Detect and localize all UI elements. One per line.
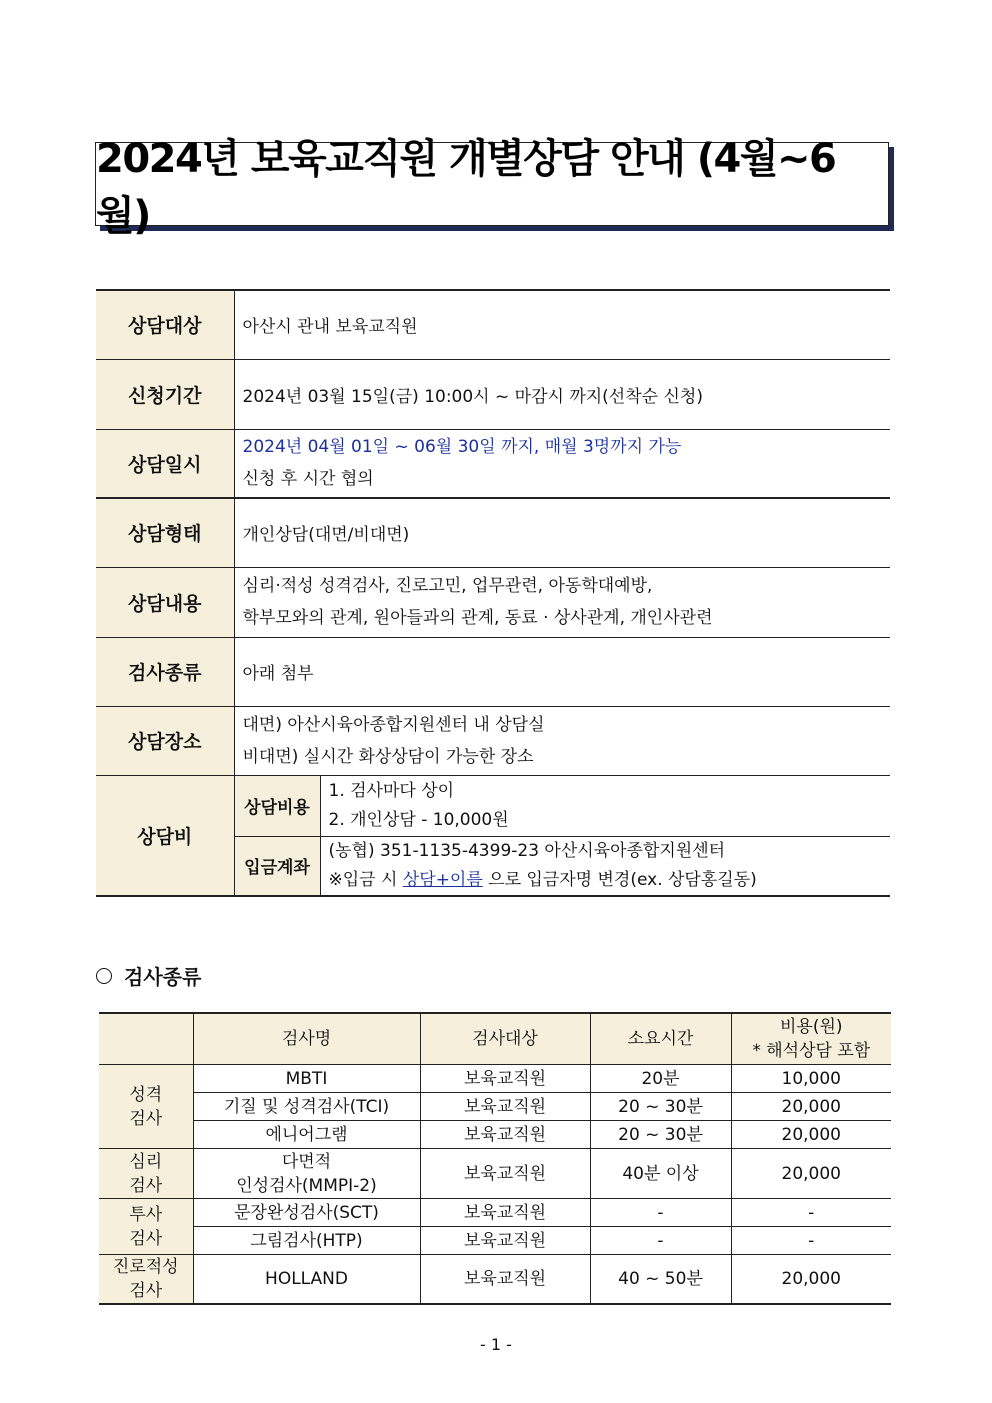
- label-fee: 상담비: [96, 775, 234, 896]
- group-label-line: 검사: [129, 1228, 163, 1249]
- label-form: 상담형태: [96, 498, 234, 567]
- value-place: [234, 706, 890, 775]
- test-name: MBTI: [193, 1065, 420, 1093]
- test-name: HOLLAND: [193, 1255, 420, 1305]
- label-testtype: 검사종류: [96, 637, 234, 706]
- row-target: [96, 290, 890, 359]
- row-date: [96, 429, 890, 498]
- test-name: 기질 및 성격검사(TCI): [193, 1093, 420, 1121]
- test-name-line: 인성검사(MMPI-2): [236, 1175, 377, 1196]
- test-name: 에니어그램: [193, 1121, 420, 1149]
- test-target: 보육교직원: [420, 1227, 590, 1255]
- account-line2: [329, 866, 891, 895]
- header-name: 검사명: [193, 1013, 420, 1065]
- content-line2: 학부모와의 관계, 원아들과의 관계, 동료 · 상사관계, 개인사관련: [242, 608, 713, 628]
- table-row: [99, 1065, 891, 1093]
- group-label-line: 성격: [129, 1084, 163, 1105]
- row-period: [96, 359, 890, 429]
- header-target: 검사대상: [420, 1013, 590, 1065]
- row-form: [96, 498, 890, 567]
- test-name: 그림검사(HTP): [193, 1227, 420, 1255]
- title-box: [95, 136, 889, 239]
- account-name-link[interactable]: 상담+이름: [402, 869, 483, 890]
- test-time: 20분: [590, 1065, 731, 1093]
- header-time: 소요시간: [590, 1013, 731, 1065]
- label-date: 상담일시: [96, 429, 234, 498]
- test-cost: -: [731, 1227, 891, 1255]
- section-heading: [96, 961, 201, 990]
- test-cost: 20,000: [731, 1149, 891, 1199]
- header-cost: [731, 1013, 891, 1065]
- test-target: 보육교직원: [420, 1149, 590, 1199]
- group-label-line: 검사: [129, 1281, 163, 1301]
- header-cost-line2: * 해석상담 포함: [752, 1041, 871, 1061]
- test-target: 보육교직원: [420, 1121, 590, 1149]
- test-target: 보육교직원: [420, 1093, 590, 1121]
- group-personality: [99, 1065, 193, 1149]
- group-label-line: 검사: [129, 1175, 163, 1196]
- test-time: 20 ~ 30분: [590, 1121, 731, 1149]
- date-line1: 2024년 04월 01일 ~ 06월 30일 까지, 매월 3명까지 가능: [242, 437, 682, 458]
- value-target: 아산시 관내 보육교직원: [234, 290, 890, 359]
- value-testtype: 아래 첨부: [234, 637, 890, 706]
- test-target: 보육교직원: [420, 1255, 590, 1305]
- test-time: 40 ~ 50분: [590, 1255, 731, 1305]
- place-line1: 대면) 아산시육아종합지원센터 내 상담실: [242, 714, 545, 735]
- group-label-line: 검사: [129, 1108, 163, 1129]
- tests-table: [99, 1012, 891, 1305]
- test-cost: 20,000: [731, 1093, 891, 1121]
- value-date: [234, 429, 890, 498]
- value-form: 개인상담(대면/비대면): [234, 498, 890, 567]
- row-place: [96, 706, 890, 775]
- content-line1: 심리·적성 성격검사, 진로고민, 업무관련, 아동학대예방,: [242, 576, 653, 596]
- label-period: 신청기간: [96, 359, 234, 429]
- test-name: 문장완성검사(SCT): [193, 1199, 420, 1227]
- value-content: [234, 567, 890, 637]
- test-target: 보육교직원: [420, 1065, 590, 1093]
- group-label-line: 투사: [129, 1204, 163, 1225]
- test-cost: 20,000: [731, 1121, 891, 1149]
- test-target: 보육교직원: [420, 1199, 590, 1227]
- cost-line2: 2. 개인상담 - 10,000원: [328, 809, 509, 830]
- test-cost: -: [731, 1199, 891, 1227]
- group-career: [99, 1255, 193, 1305]
- date-line2: 신청 후 시간 협의: [242, 469, 374, 490]
- cost-line1: 1. 검사마다 상이: [328, 780, 455, 801]
- table-row: [99, 1149, 891, 1199]
- test-name-line: 다면적: [281, 1151, 332, 1172]
- label-account: 입금계좌: [234, 836, 320, 896]
- test-time: 40분 이상: [590, 1149, 731, 1199]
- row-fee-cost: [96, 775, 890, 836]
- section-title: 검사종류: [124, 965, 202, 989]
- place-line2: 비대면) 실시간 화상상담이 가능한 장소: [242, 746, 534, 767]
- account-line1: (농협) 351-1135-4399-23 아산시육아종합지원센터: [328, 840, 726, 861]
- value-account: [320, 836, 890, 896]
- group-projective: [99, 1199, 193, 1255]
- group-psychology: [99, 1149, 193, 1199]
- label-target: 상담대상: [96, 290, 234, 359]
- test-time: 20 ~ 30분: [590, 1093, 731, 1121]
- row-content: [96, 567, 890, 637]
- test-time: -: [590, 1199, 731, 1227]
- group-label-line: 심리: [129, 1151, 163, 1172]
- table-row: [99, 1199, 891, 1227]
- account-pre: ※입금 시: [328, 869, 403, 890]
- table-row: [99, 1227, 891, 1255]
- test-cost: 20,000: [731, 1255, 891, 1305]
- table-row: [99, 1093, 891, 1121]
- label-cost: 상담비용: [234, 775, 320, 836]
- info-table: [96, 289, 890, 897]
- table-row: [99, 1255, 891, 1305]
- test-time: -: [590, 1227, 731, 1255]
- label-content: 상담내용: [96, 567, 234, 637]
- value-cost: [320, 775, 890, 836]
- test-name: [193, 1149, 420, 1199]
- header-cost-line1: 비용(원): [779, 1017, 843, 1037]
- tests-header-row: [99, 1013, 891, 1065]
- row-testtype: [96, 637, 890, 706]
- header-blank: [99, 1013, 193, 1065]
- value-period: 2024년 03월 15일(금) 10:00시 ~ 마감시 까지(선착순 신청): [234, 359, 890, 429]
- page-title: 2024년 보육교직원 개별상담 안내 (4월~6월): [96, 136, 836, 239]
- page-number: - 1 -: [480, 1335, 512, 1354]
- table-row: [99, 1121, 891, 1149]
- account-post: 으로 입금자명 변경(ex. 상담홍길동): [482, 869, 757, 890]
- circle-bullet-icon: [96, 968, 112, 984]
- label-place: 상담장소: [96, 706, 234, 775]
- test-cost: 10,000: [731, 1065, 891, 1093]
- group-label-line: 진로적성: [112, 1257, 179, 1277]
